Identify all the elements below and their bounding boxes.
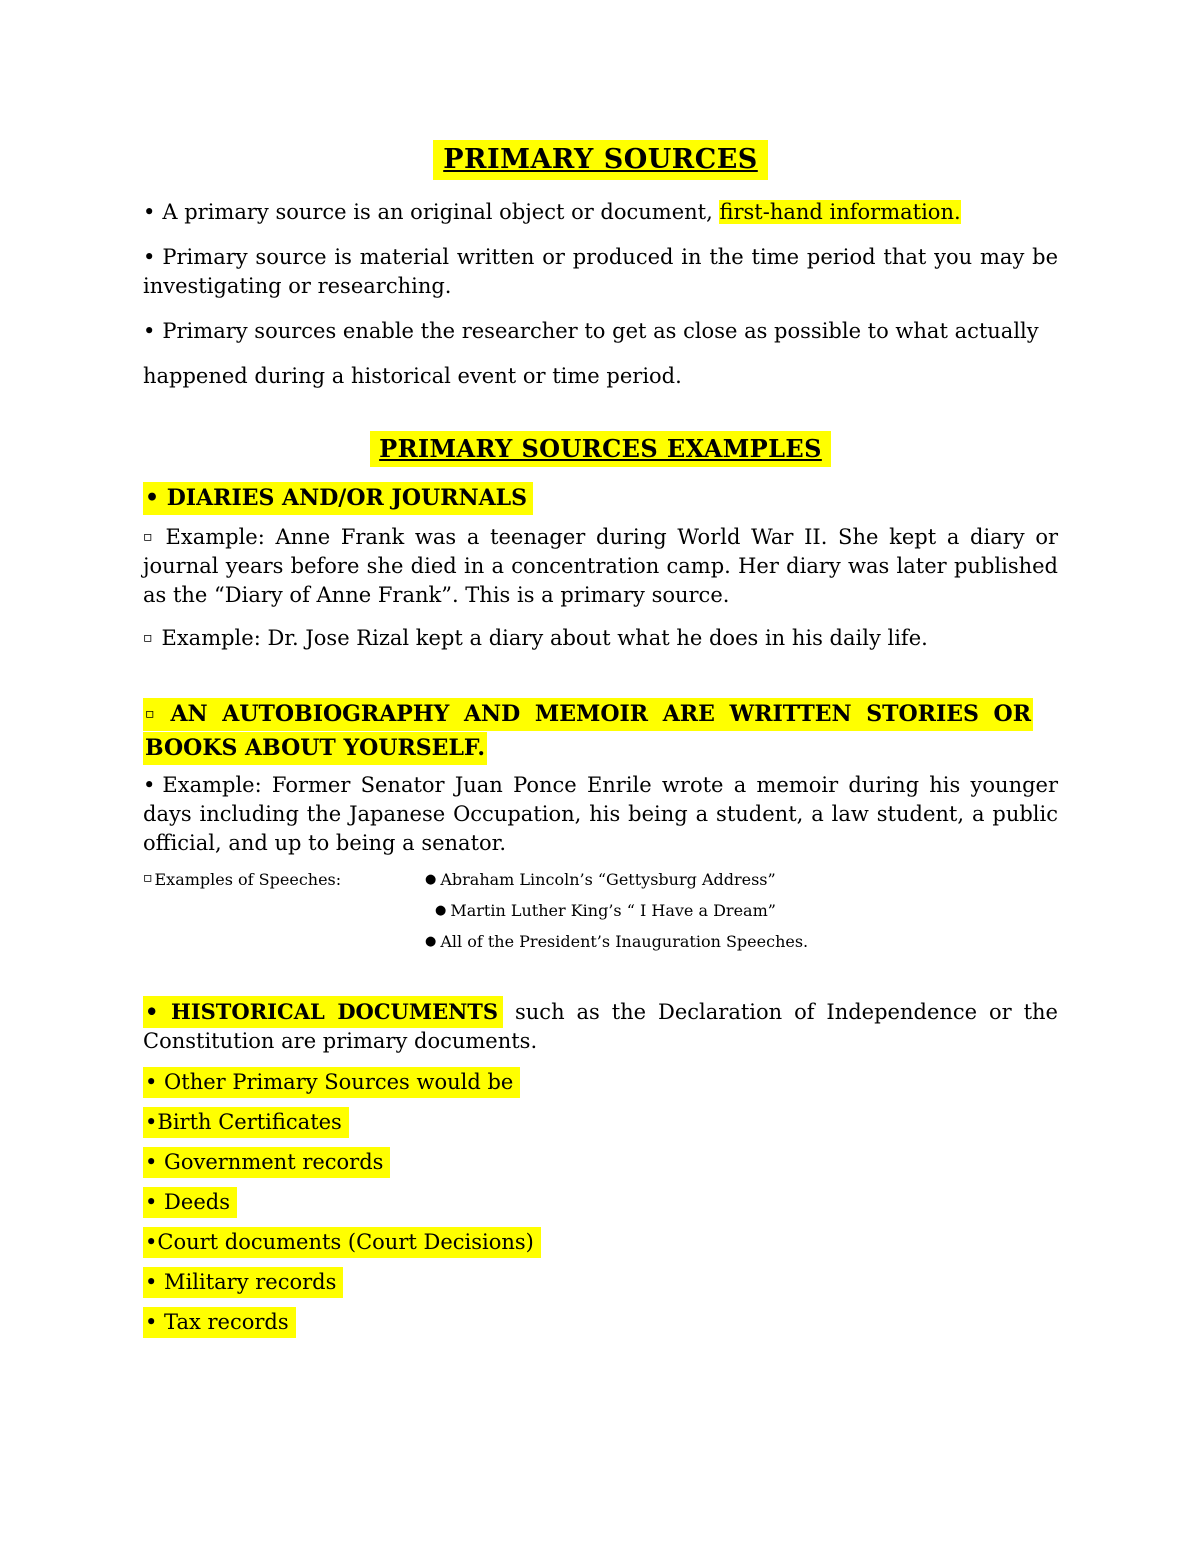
autobiography-heading-row: [143, 697, 1033, 765]
speech-item: [425, 932, 808, 951]
speech-item-text: All of the President’s Inauguration Speeches.: [440, 932, 809, 951]
dot-bullet-icon: ●: [435, 903, 447, 918]
diaries-subheading: • DIARIES AND/OR JOURNALS: [143, 482, 533, 515]
intro-bullet-1-text: A primary source is an original object or document,: [162, 200, 720, 224]
list-item: [143, 1188, 1058, 1216]
intro-bullet-1: [143, 198, 1058, 227]
speech-item: [425, 870, 776, 889]
intro-bullet-3: [143, 317, 1058, 346]
speeches-label: Examples of Speeches:: [154, 870, 342, 889]
intro-continuation: happened during a historical event or time period.: [143, 364, 682, 388]
autobiography-heading: [143, 698, 1033, 765]
dot-bullet-icon: ●: [425, 872, 437, 887]
list-item-text: • Government records: [143, 1147, 390, 1178]
historical-documents-highlight: • HISTORICAL DOCUMENTS: [143, 996, 503, 1028]
bullet-icon: •: [143, 773, 156, 797]
historical-documents-text: such as the Declaration of Independence or the Constitution are primary documents.: [143, 1000, 1058, 1053]
list-item-text: • Other Primary Sources would be: [143, 1067, 520, 1098]
autobiography-example: [143, 771, 1058, 858]
intro-bullet-2-text: Primary source is material written or produced in the time period that you may be investigating or researching.: [143, 245, 1058, 298]
speeches-label-wrap: [143, 870, 425, 889]
examples-heading-row: [143, 431, 1058, 467]
intro-bullet-2: [143, 243, 1058, 301]
list-item-text: • Military records: [143, 1267, 343, 1298]
list-item: [143, 1068, 1058, 1096]
autobiography-heading-text: AN AUTOBIOGRAPHY AND MEMOIR ARE WRITTEN STORIES OR BOOKS ABOUT YOURSELF.: [145, 701, 1031, 761]
intro-bullet-3-text: Primary sources enable the researcher to get as close as possible to what actually: [162, 319, 1039, 343]
autobiography-example-text: Example: Former Senator Juan Ponce Enrile wrote a memoir during his younger days including the Japanese Occupation, his being a student, a law student, a public official, and up to being a senator.: [143, 773, 1058, 855]
list-item: [143, 1268, 1058, 1296]
square-bullet-icon: ▫: [143, 870, 153, 886]
diaries-example-1-text: Example: Anne Frank was a teenager during World War II. She kept a diary or journal years before she died in a concentration camp. Her diary was later published as the “Diary of Anne Frank”. This is a primary source.: [143, 525, 1058, 607]
diaries-example-1: [143, 523, 1058, 610]
square-bullet-icon: ▫: [145, 706, 162, 722]
bullet-icon: •: [143, 319, 156, 343]
speeches-row-2: [143, 901, 1058, 920]
speeches-row-1: [143, 870, 1058, 889]
list-item: [143, 1228, 1058, 1256]
examples-heading: PRIMARY SOURCES EXAMPLES: [370, 431, 831, 467]
speech-item: [435, 901, 776, 920]
list-item-text: •Birth Certificates: [143, 1107, 349, 1138]
bullet-icon: •: [143, 200, 156, 224]
list-item-text: • Tax records: [143, 1307, 296, 1338]
other-sources-list: [143, 1068, 1058, 1336]
list-item-text: • Deeds: [143, 1187, 237, 1218]
list-item: [143, 1308, 1058, 1336]
dot-bullet-icon: ●: [425, 934, 437, 949]
bullet-icon: •: [143, 245, 156, 269]
historical-documents-paragraph: [143, 997, 1058, 1056]
title-row: [143, 140, 1058, 180]
diaries-example-2-text: Example: Dr. Jose Rizal kept a diary about what he does in his daily life.: [161, 626, 928, 650]
speeches-row-3: [143, 932, 1058, 951]
list-item: [143, 1148, 1058, 1176]
intro-bullet-1-highlight: first-hand information.: [719, 200, 961, 224]
square-bullet-icon: ▫: [143, 529, 157, 545]
speech-item-text: Abraham Lincoln’s “Gettysburg Address”: [440, 870, 776, 889]
list-item: [143, 1108, 1058, 1136]
page-title: PRIMARY SOURCES: [433, 140, 768, 180]
diaries-subheading-row: [143, 483, 1058, 513]
diaries-example-2: [143, 624, 1058, 653]
speech-item-text: Martin Luther King’s “ I Have a Dream”: [450, 901, 776, 920]
list-item-text: •Court documents (Court Decisions): [143, 1227, 541, 1258]
square-bullet-icon: ▫: [143, 630, 153, 646]
